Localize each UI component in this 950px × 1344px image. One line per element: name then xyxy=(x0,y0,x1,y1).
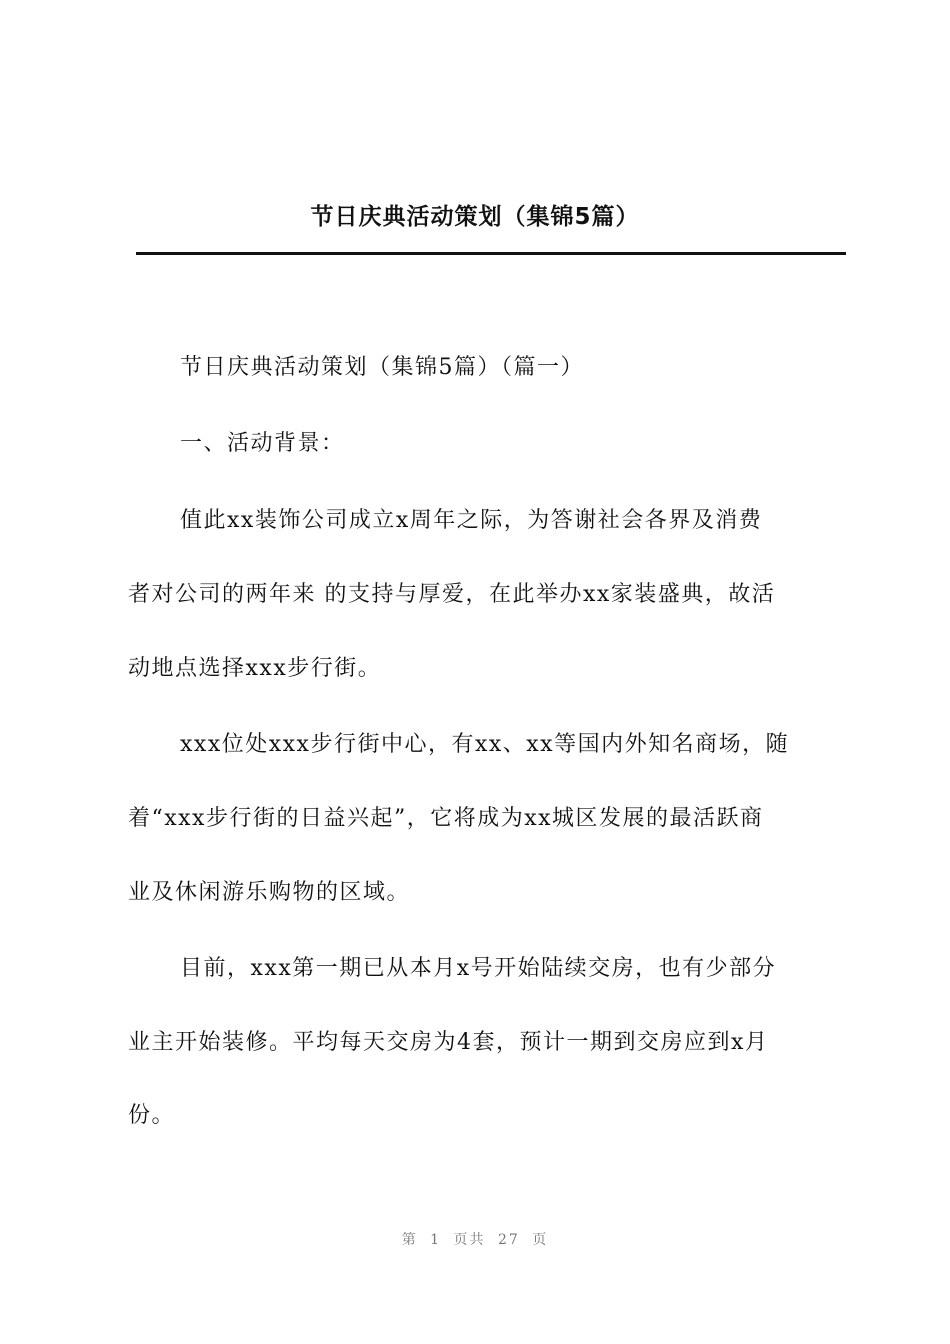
paragraph-line: 目前，xxx第一期已从本月x号开始陆续交房，也有少部分 xyxy=(180,956,777,981)
paragraph-line: 业主开始装修。平均每天交房为4套，预计一期到交房应到x月 xyxy=(128,1030,769,1055)
section-heading: 节日庆典活动策划（集锦5篇）（篇一） xyxy=(180,355,584,380)
page-title: 节日庆典活动策划（集锦5篇） xyxy=(310,204,640,230)
paragraph-line: xxx位处xxx步行街中心，有xx、xx等国内外知名商场，随 xyxy=(180,732,790,757)
paragraph-line: 份。 xyxy=(128,1103,176,1128)
paragraph-line: 着“xxx步行街的日益兴起”，它将成为xx城区发展的最活跃商 xyxy=(128,806,764,831)
page-number-footer: 第 1 页共 27 页 xyxy=(401,1232,549,1248)
title-underline xyxy=(136,252,846,255)
paragraph-line: 者对公司的两年来 的支持与厚爱，在此举办xx家装盛典，故活 xyxy=(128,582,776,607)
paragraph-line: 动地点选择xxx步行街。 xyxy=(128,656,382,681)
paragraph-line: 值此xx装饰公司成立x周年之际，为答谢社会各界及消费 xyxy=(180,508,763,533)
subsection-heading: 一、活动背景： xyxy=(180,431,345,456)
paragraph-line: 业及休闲游乐购物的区域。 xyxy=(128,880,411,905)
